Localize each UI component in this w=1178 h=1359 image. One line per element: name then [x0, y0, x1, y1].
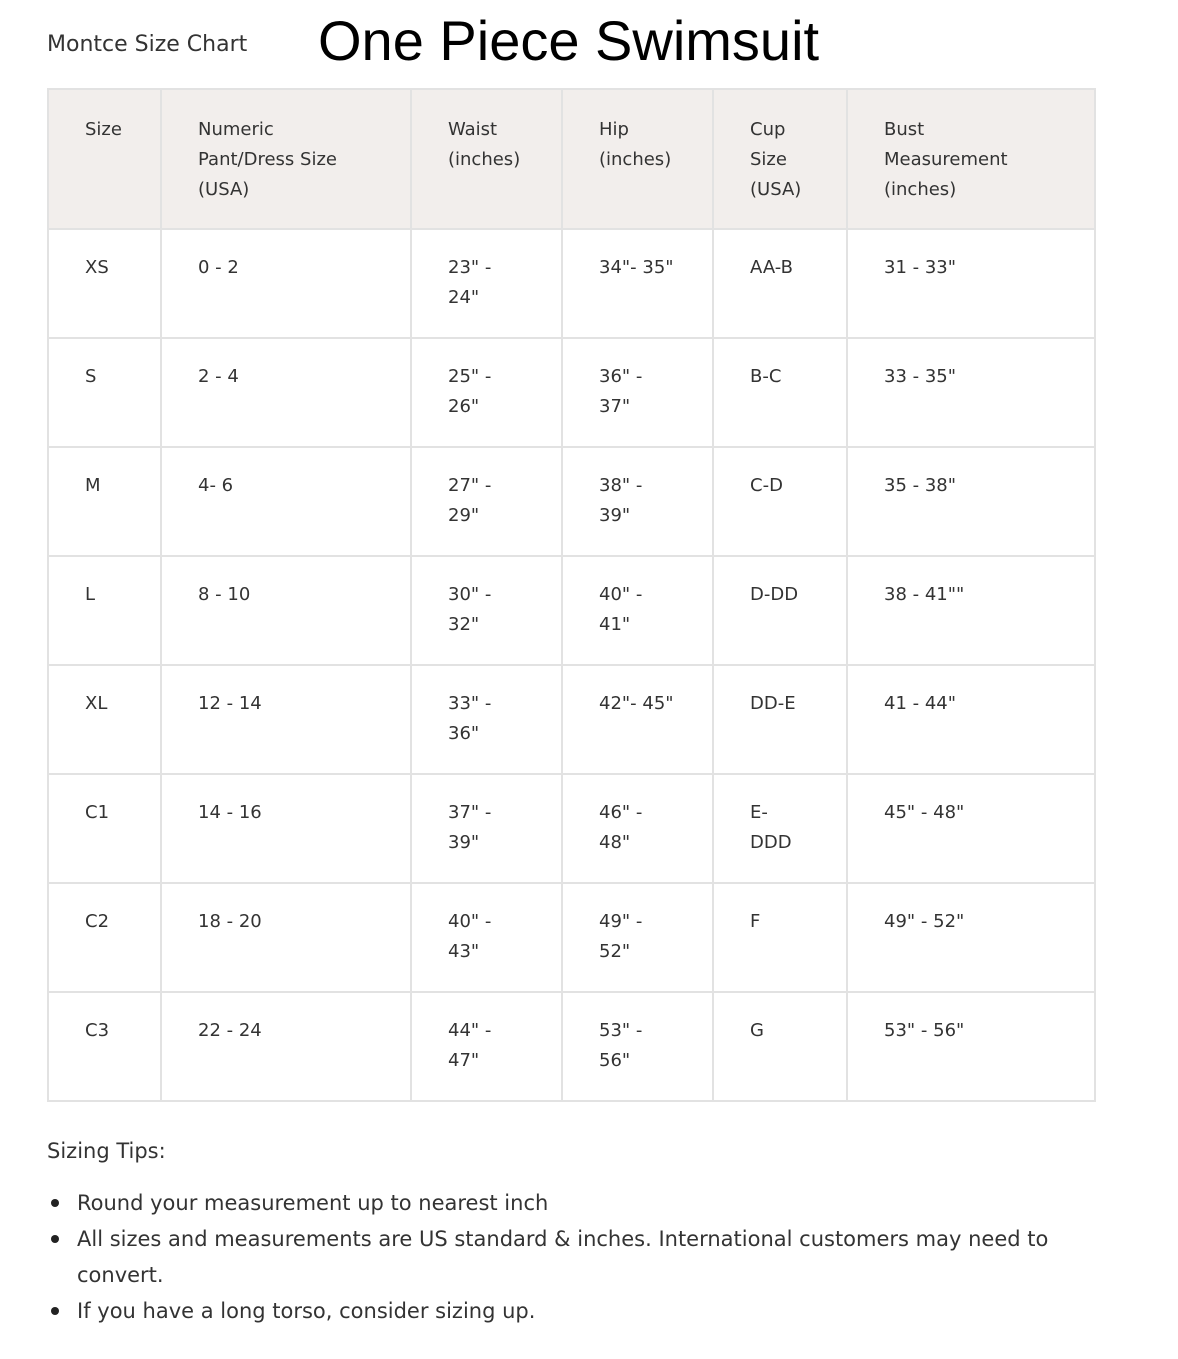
sizing-tips-list: [47, 1185, 1087, 1329]
cell-cup-size: D-DD: [713, 556, 847, 665]
cell-size: XS: [48, 229, 161, 338]
table-row: [48, 665, 1095, 774]
cell-numeric-size: 0 - 2: [161, 229, 411, 338]
cell-hip: 38" - 39": [562, 447, 713, 556]
brand-name: Montce Size Chart: [47, 32, 248, 57]
cell-hip: 34"- 35": [562, 229, 713, 338]
cell-cup-size: B-C: [713, 338, 847, 447]
list-item: [47, 1185, 1087, 1221]
cell-numeric-size: 22 - 24: [161, 992, 411, 1101]
tip-text: Round your measurement up to nearest inch: [77, 1191, 549, 1215]
header-hip: Hip (inches): [562, 89, 713, 229]
table-header-row: [48, 89, 1095, 229]
cell-bust: 31 - 33": [847, 229, 1095, 338]
table-row: [48, 774, 1095, 883]
cell-waist: 25" - 26": [411, 338, 562, 447]
cell-numeric-size: 2 - 4: [161, 338, 411, 447]
cell-cup-size: DD-E: [713, 665, 847, 774]
cell-numeric-size: 12 - 14: [161, 665, 411, 774]
page-title: One Piece Swimsuit: [318, 9, 820, 72]
cell-bust: 49" - 52": [847, 883, 1095, 992]
cell-size: M: [48, 447, 161, 556]
cell-cup-size: G: [713, 992, 847, 1101]
table-row: [48, 229, 1095, 338]
cell-waist: 40" - 43": [411, 883, 562, 992]
sizing-tips-heading: Sizing Tips:: [47, 1139, 166, 1163]
cell-cup-size: E- DDD: [713, 774, 847, 883]
cell-hip: 36" - 37": [562, 338, 713, 447]
table-row: [48, 447, 1095, 556]
bullet-icon: [51, 1235, 59, 1243]
header-size: Size: [48, 89, 161, 229]
table-row: [48, 556, 1095, 665]
cell-waist: 33" - 36": [411, 665, 562, 774]
cell-bust: 38 - 41"": [847, 556, 1095, 665]
cell-hip: 46" - 48": [562, 774, 713, 883]
cell-waist: 27" - 29": [411, 447, 562, 556]
cell-waist: 44" - 47": [411, 992, 562, 1101]
size-chart-table: [47, 88, 1096, 1102]
cell-bust: 35 - 38": [847, 447, 1095, 556]
cell-size: L: [48, 556, 161, 665]
cell-numeric-size: 18 - 20: [161, 883, 411, 992]
cell-hip: 42"- 45": [562, 665, 713, 774]
cell-bust: 53" - 56": [847, 992, 1095, 1101]
tip-text: All sizes and measurements are US standard & inches. International customers may need to convert.: [77, 1227, 1049, 1287]
bullet-icon: [51, 1307, 59, 1315]
bullet-icon: [51, 1199, 59, 1207]
table-row: [48, 883, 1095, 992]
cell-numeric-size: 14 - 16: [161, 774, 411, 883]
list-item: [47, 1293, 1087, 1329]
header-waist: Waist (inches): [411, 89, 562, 229]
cell-hip: 49" - 52": [562, 883, 713, 992]
header-cup-size: Cup Size (USA): [713, 89, 847, 229]
cell-hip: 53" - 56": [562, 992, 713, 1101]
table-row: [48, 338, 1095, 447]
cell-waist: 30" - 32": [411, 556, 562, 665]
cell-size: C2: [48, 883, 161, 992]
list-item: [47, 1221, 1087, 1293]
cell-bust: 33 - 35": [847, 338, 1095, 447]
cell-waist: 23" - 24": [411, 229, 562, 338]
tip-text: If you have a long torso, consider sizing up.: [77, 1299, 536, 1323]
cell-size: S: [48, 338, 161, 447]
cell-hip: 40" - 41": [562, 556, 713, 665]
cell-bust: 45" - 48": [847, 774, 1095, 883]
cell-numeric-size: 4- 6: [161, 447, 411, 556]
cell-bust: 41 - 44": [847, 665, 1095, 774]
cell-size: XL: [48, 665, 161, 774]
header-numeric-size: Numeric Pant/Dress Size (USA): [161, 89, 411, 229]
header-bust: Bust Measurement (inches): [847, 89, 1095, 229]
cell-cup-size: AA-B: [713, 229, 847, 338]
table-row: [48, 992, 1095, 1101]
cell-cup-size: F: [713, 883, 847, 992]
cell-waist: 37" - 39": [411, 774, 562, 883]
cell-size: C1: [48, 774, 161, 883]
cell-size: C3: [48, 992, 161, 1101]
cell-numeric-size: 8 - 10: [161, 556, 411, 665]
cell-cup-size: C-D: [713, 447, 847, 556]
